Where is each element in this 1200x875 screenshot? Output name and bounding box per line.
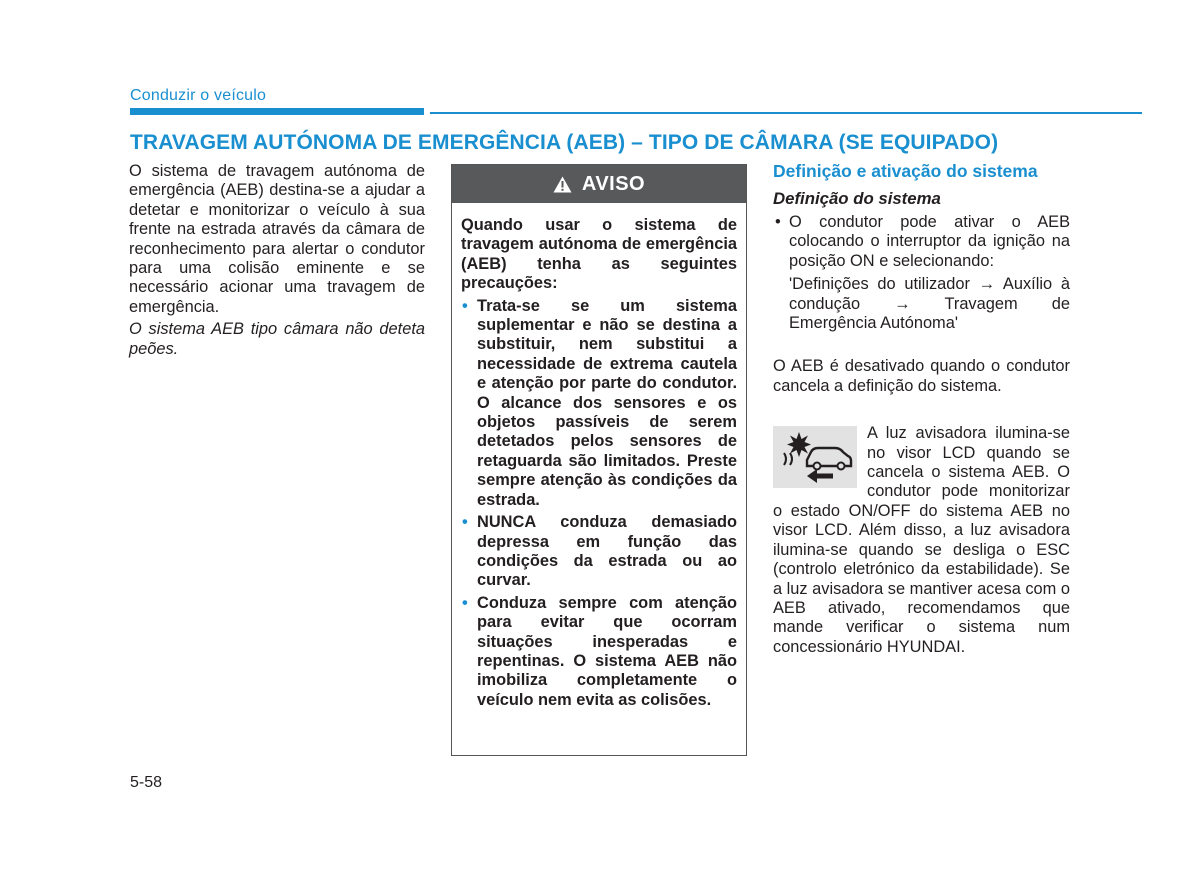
settings-bullet: • O condutor pode ativar o AEB colocando o interruptor da ignição na posição ON e selecionando: xyxy=(773,213,1070,271)
warning-list xyxy=(461,297,737,711)
settings-menu-path: 'Definições do utilizador → Auxílio à condução → Travagem de Emergência Autónoma' xyxy=(789,275,1070,333)
indicator-text: A luz avisadora ilumina-se no visor LCD quando se cancela o sistema AEB. O condutor pode monitorizar o estado ON/OFF do sistema AEB no visor LCD. Além disso, a luz avisadora ilumina-se quando se desliga o ESC (controlo eletrónico da estabilidade). Se a luz avisadora se mantiver acesa com o AEB ativado, recomendamos que mande verificar o sistema num concessionário HYUNDAI. xyxy=(773,424,1070,656)
warning-label: AVISO xyxy=(581,172,646,195)
settings-subheading: Definição do sistema xyxy=(773,189,941,208)
warning-item: • NUNCA conduza demasiado depressa em função das condições da estrada ou ao curvar. xyxy=(461,513,737,591)
section-label: Conduzir o veículo xyxy=(130,87,267,104)
page-number: 5-58 xyxy=(130,774,163,791)
page-title: TRAVAGEM AUTÓNOMA DE EMERGÊNCIA (AEB) – TIPO DE CÂMARA (SE EQUIPADO) xyxy=(130,131,999,154)
warning-box xyxy=(451,164,747,756)
intro-column xyxy=(129,162,425,359)
warning-header xyxy=(452,165,746,203)
indicator-section xyxy=(773,424,1070,657)
settings-heading: Definição e ativação do sistema xyxy=(773,161,1038,181)
header-rule-thin xyxy=(430,112,1142,114)
deactivation-text: O AEB é desativado quando o condutor cancela a definição do sistema. xyxy=(773,357,1070,395)
warning-item: • Conduza sempre com atenção para evitar que ocorram situações inesperadas e repentinas. O sistema AEB não imobiliza completamente o veículo nem evita as colisões. xyxy=(461,594,737,710)
warning-item: • Trata-se se um sistema suplementar e não se destina a substituir, nem substitui a necessidade de extrema cautela e atenção por parte do condutor. O alcance dos sensores e os objetos passíveis de serem detetados pelos sensores de retaguarda são limitados. Preste sempre atenção às condições da estrada. xyxy=(461,297,737,510)
aeb-warning-light-icon xyxy=(773,426,857,488)
warning-lead: Quando usar o sistema de travagem autónoma de emergência (AEB) tenha as seguintes precauções: xyxy=(461,216,737,293)
header-rule-thick xyxy=(130,108,424,115)
intro-paragraph: O sistema de travagem autónoma de emergência (AEB) destina-se a ajudar a detetar e monitorizar o veículo à sua frente na estrada através da câmara de reconhecimento para alertar o condutor para uma colisão eminente e se necessário acionar uma travagem de emergência. xyxy=(129,162,425,316)
settings-column xyxy=(773,160,1070,657)
warning-body xyxy=(452,203,746,710)
warning-triangle-icon xyxy=(553,176,572,193)
intro-note: O sistema AEB tipo câmara não deteta peões. xyxy=(129,320,425,358)
